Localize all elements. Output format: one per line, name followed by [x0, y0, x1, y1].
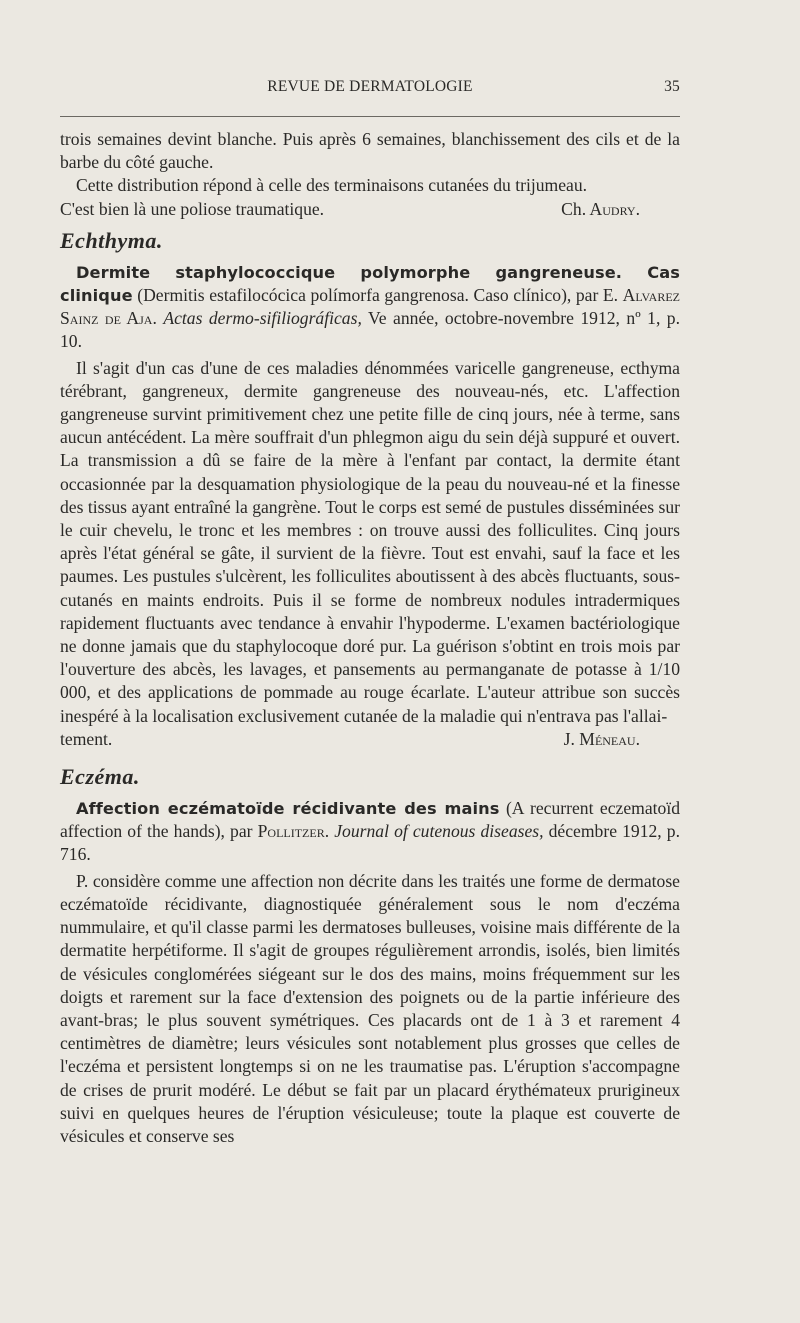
document-page: [60, 0, 680, 1323]
running-title: REVUE DE DERMATOLOGIE: [267, 78, 473, 95]
article-title-1: Dermite staphylococcique polymorphe gangreneuse. Cas clinique: [60, 262, 680, 306]
author-signature-rest: udry.: [602, 198, 640, 219]
section-heading-eczema: Eczéma.: [60, 764, 140, 790]
article-citation-2: décembre 1912, p. 716.: [60, 821, 680, 865]
continuation-paragraph-2: Cette distribution répond à celle des terminaisons cutanées du trijumeau.: [76, 175, 588, 196]
author-signature: [561, 198, 640, 221]
article-summary-1: Il s'agit d'un cas d'une de ces maladies dénommées varicelle gangreneuse, ecthyma térébrant, gangreneux, dermite gangreneuse des nouveau-nés, etc. L'affection gangreneuse survint primitivement chez une petite fille de cinq jours, née à terme, sans aucun antécédent. La mère souffrait d'un phlegmon aigu du sein déjà suppuré et ouvert. La transmission a dû se faire de la mère à l'enfant par contact, la dermite étant occasionnée par la desquamation physiologique de la peau du nouveau-né et la finesse des tissus ayant entraîné la gangrène. Tout le corps est semé de pustules disséminées sur le cuir chevelu, le tronc et les membres : on trouve aussi des folliculites. Cinq jours après l'état général se gâte, il survient de la fièvre. Tout est envahi, sauf la face et les paumes. Les pustules s'ulcèrent, les folliculites aboutissent à des abcès fluctuants, sous-cutanés en maints endroits. Puis il se forme de nombreux nodules intradermiques rapidement fluctuants avec tendance à envahir l'hypoderme. L'examen bactériologique ne donne jamais que du staphylocoque doré pur. La guérison s'obtint en trois mois par l'ouverture des abcès, les lavages, et pansements au permanganate de potasse à 1/10 000, et des applications de pommade au rouge écarlate. L'auteur attribue son succès inespéré à la localisation exclusivement cutanée de la maladie qui n'entrava pas l'allai-: [60, 357, 680, 726]
article-summary-2: P. considère comme une affection non décrite dans les traités une forme de dermatose eczématoïde récidivante, diagnostiquée généralement sous le nom d'eczéma nummulaire, et qu'il classe parmi les dermatoses bulleuses, voisine mais différente de la dermatite herpétiforme. Il s'agit de groupes régulièrement arrondis, isolés, bien limités de vésicules conglomérées siégeant sur le dos des mains, moins fréquemment sur les doigts et rarement sur la face d'extension des poignets ou de la partie inférieure des avant-bras; le plus souvent symétriques. Ces placards ont de 1 à 3 et rarement 4 centimètres de diamètre; leurs vésicules sont notablement plus grosses que celles de l'eczéma et persistent longtemps si on ne les traumatise pas. L'éruption s'accompagne de crises de prurit modéré. Le début se fait par un placard érythémateux prurigineux suivi en quelques heures de l'éruption vésiculeuse; toute la plaque est couverte de vésicules et conserve ses: [60, 870, 680, 1146]
article-citation-1: Ve année, octobre-novembre 1912, nº 1, p. 10.: [60, 308, 681, 352]
article-title-1-translation: (Dermitis estafilocócica polímorfa gangrenosa. Caso clínico), par E.: [132, 285, 623, 306]
article-title-2: Affection eczématoïde récidivante des mains: [76, 799, 500, 819]
reviewer-signature-1-rest: éneau.: [594, 728, 640, 749]
article-separator-2: .: [324, 821, 335, 842]
article-journal-1: Actas dermo-sifiliográficas,: [163, 308, 362, 329]
section-heading-echthyma: Echthyma.: [60, 227, 163, 253]
article-reference-2: [60, 797, 680, 867]
reviewer-signature-1: [564, 728, 640, 751]
article-separator-1: .: [152, 308, 164, 329]
article-journal-2: Journal of cutenous diseases,: [334, 821, 544, 842]
continuation-signoff: [60, 198, 680, 221]
running-head: [60, 78, 680, 100]
article-reference-1: [60, 261, 680, 354]
page-number: 35: [664, 78, 680, 95]
article-summary-1-last-line: tement.: [60, 728, 113, 749]
article-author-2: Pollitzer: [257, 821, 325, 842]
header-rule: [60, 116, 680, 117]
article-signoff-1: [60, 728, 680, 751]
reviewer-signature-1-prefix: J. M: [563, 728, 595, 749]
article-title-2-translation: (A recurrent eczematoïd affection of the hands), par: [60, 798, 681, 842]
author-signature-prefix: Ch. A: [561, 198, 603, 219]
spacer: [60, 751, 680, 757]
article-author-1: Alvarez Sainz de Aja: [60, 285, 680, 329]
continuation-paragraph: trois semaines devint blanche. Puis après 6 semaines, blanchissement des cils et de la barbe du côté gauche.: [60, 129, 680, 173]
continuation-last-line: C'est bien là une poliose traumatique.: [60, 198, 325, 219]
article-body: [60, 128, 680, 1148]
